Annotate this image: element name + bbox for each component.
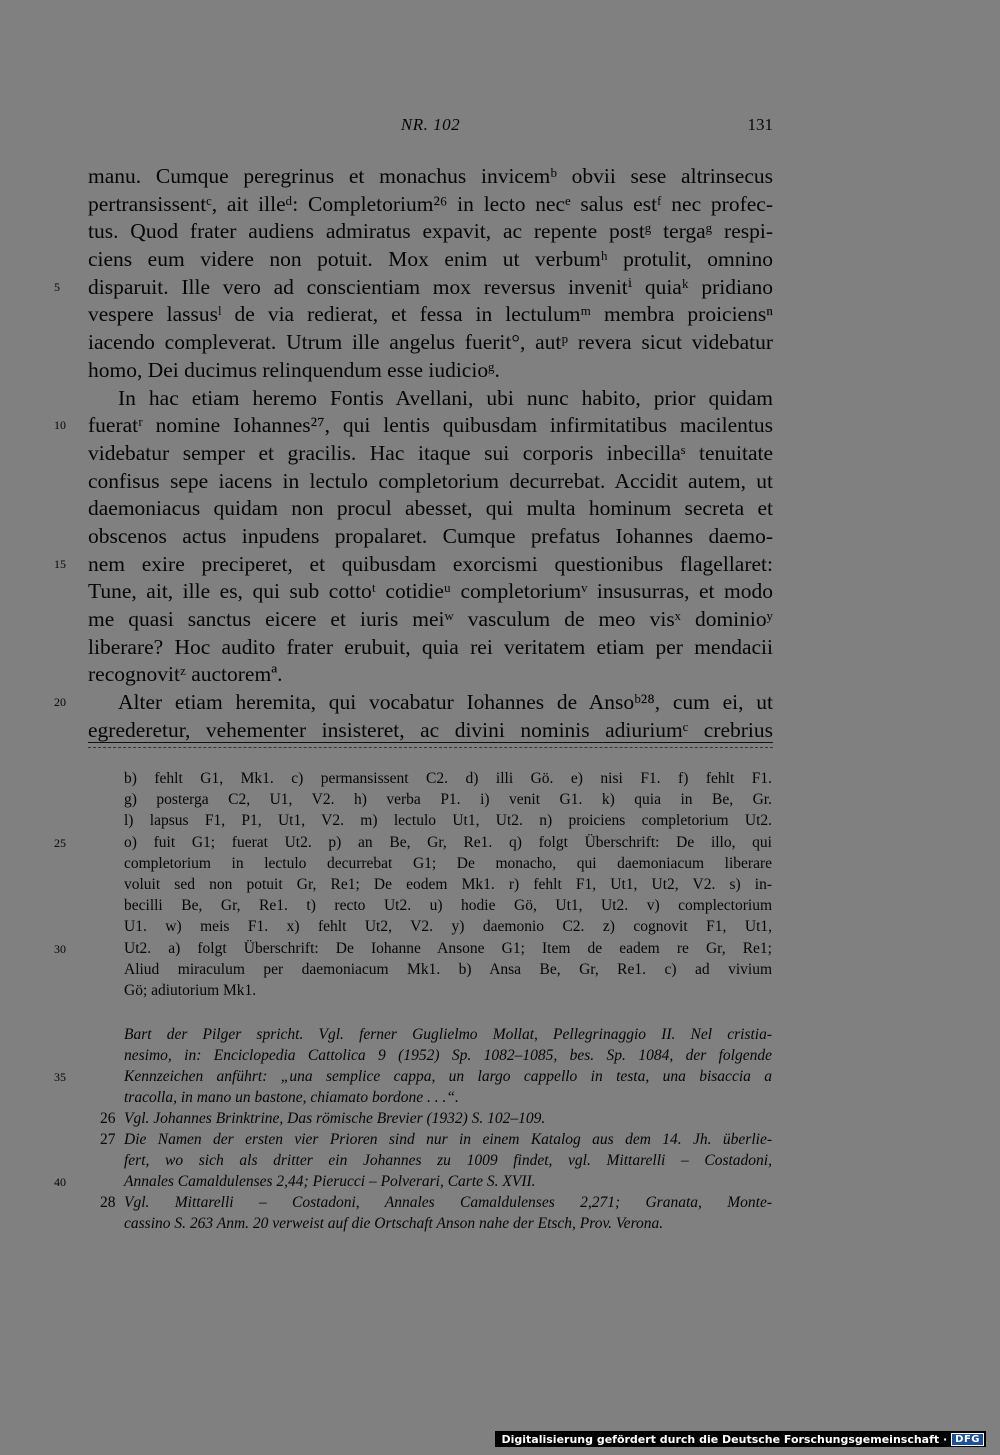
apparatus-line: [124, 874, 772, 895]
line-number: 25: [54, 835, 66, 850]
line-number: 10: [54, 418, 66, 433]
line-text: Alter etiam heremita, qui vocabatur Iohannes de Ansoᵇ²⁸, cum ei, ut: [118, 690, 773, 715]
text-line: [88, 468, 773, 496]
note-text: Bart der Pilger spricht. Vgl. ferner Guglielmo Mollat, Pellegrinaggio II. Nel cristia-: [124, 1026, 772, 1043]
note-text: Vgl. Mittarelli – Costadoni, Annales Camaldulenses 2,271; Granata, Monte-: [124, 1194, 772, 1211]
text-line: [88, 218, 773, 246]
note-number: 28: [100, 1194, 116, 1211]
text-line: [88, 246, 773, 274]
apparatus-text: o) fuit G1; fuerat Ut2. p) an Be, Gr, Re1. q) folgt Überschrift: De illo, qui: [124, 833, 772, 851]
text-line: [88, 606, 773, 634]
line-number: 5: [54, 279, 60, 294]
note-text: cassino S. 263 Anm. 20 verweist auf die Ortschaft Anson nahe der Etsch, Prov. Verona.: [124, 1215, 664, 1232]
text-line: [88, 717, 773, 745]
apparatus-text: completorium in lectulo decurrebat G1; De monacho, qui daemoniacum liberare: [124, 854, 772, 872]
text-line: [88, 634, 773, 662]
text-line: [88, 440, 773, 468]
line-text: vespere lassusˡ de via redierat, et fessa in lectulumᵐ membra proiciensⁿ: [88, 302, 773, 327]
text-line: [88, 163, 773, 191]
note-text: tracolla, in mano un bastone, chiamato bordone . . .“.: [124, 1089, 459, 1106]
apparatus-line: [124, 768, 772, 789]
apparatus-text: becilli Be, Gr, Re1. t) recto Ut2. u) hodie Gö, Ut1, Ut2. v) complectorium: [124, 897, 772, 915]
running-title: NR. 102: [400, 115, 461, 134]
note-text: Annales Camaldulenses 2,44; Pierucci – Polverari, Carte S. XVII.: [124, 1173, 536, 1190]
note-line: [124, 1087, 772, 1108]
line-text: fueratʳ nomine Iohannes²⁷, qui lentis quibusdam infirmitatibus macilentus: [88, 413, 773, 438]
note-line: [124, 1150, 772, 1171]
line-text: me quasi sanctus eicere et iuris meiʷ vasculum de meo visˣ dominioʸ: [88, 607, 773, 631]
line-number: 30: [54, 941, 66, 956]
apparatus-text: b) fehlt G1, Mk1. c) permansissent C2. d) illi Gö. e) nisi F1. f) fehlt F1.: [124, 770, 772, 787]
text-line: [88, 385, 773, 413]
apparatus-line: [124, 895, 772, 916]
line-text: tus. Quod frater audiens admiratus expavit, ac repente postᵍ tergaᵍ respi-: [88, 219, 773, 244]
note-line: [100, 1192, 772, 1213]
apparatus-divider: [88, 742, 773, 743]
line-text: homo, Dei ducimus relinquendum esse iudicioᵍ.: [88, 357, 500, 382]
line-text: pertransissentᶜ, ait illeᵈ: Completorium²⁶ in lecto necᵉ salus estᶠ nec profec-: [88, 191, 773, 216]
note-line: [54, 1066, 772, 1087]
text-line: [54, 274, 773, 302]
text-line: [88, 523, 773, 551]
note-text: Die Namen der ersten vier Prioren sind nur in einem Katalog aus dem 14. Jh. überlie-: [124, 1131, 772, 1148]
apparatus-text: U1. w) meis F1. x) fehlt Ut2, V2. y) daemonio C2. z) cognovit F1, Ut1,: [124, 918, 772, 936]
text-line: [88, 357, 773, 385]
line-number: 35: [54, 1070, 66, 1084]
apparatus-text: Ut2. a) folgt Überschrift: De Iohanne Ansone G1; Item de eadem re Gr, Re1;: [124, 939, 772, 957]
critical-apparatus: [54, 768, 772, 1001]
text-line: [88, 495, 773, 523]
apparatus-text: voluit sed non potuit Gr, Re1; De eodem Mk1. r) fehlt F1, Ut1, Ut2, V2. s) in-: [124, 875, 772, 893]
apparatus-line: [124, 789, 772, 810]
apparatus-text: l) lapsus F1, P1, Ut1, V2. m) lectulo Ut1, Ut2. n) proiciens completorium Ut2.: [124, 812, 772, 830]
line-text: In hac etiam heremo Fontis Avellani, ubi nunc habito, prior quidam: [118, 385, 773, 410]
note-number: 26: [100, 1110, 116, 1127]
line-text: Tune, ait, ille es, qui sub cottoᵗ cotidieᵘ completoriumᵛ insusurras, et modo: [88, 579, 773, 604]
text-line: [54, 412, 773, 440]
apparatus-line: [54, 938, 772, 959]
note-line: [100, 1108, 772, 1129]
line-text: recognovitᶻ auctoremª.: [88, 662, 283, 687]
apparatus-line: [124, 810, 772, 831]
line-text: nem exire preciperet, et quibusdam exorcismi questionibus flagellaret:: [88, 551, 773, 576]
line-text: obscenos actus inpudens propalaret. Cumque prefatus Iohannes daemo-: [88, 523, 773, 548]
note-line: [124, 1213, 772, 1234]
line-number: 20: [54, 695, 66, 710]
line-text: liberare? Hoc audito frater erubuit, quia rei veritatem etiam per mendacii: [88, 634, 773, 659]
line-text: confisus sepe iacens in lectulo completorium decurrebat. Accidit autem, ut: [88, 468, 773, 493]
page-number: 131: [747, 115, 773, 134]
apparatus-text: Gö; adiutorium Mk1.: [124, 981, 257, 999]
note-line: [54, 1171, 772, 1192]
note-line: [124, 1024, 772, 1045]
line-text: iacendo compleverat. Utrum ille angelus fuerit°, autᵖ revera sicut videbatur: [88, 330, 773, 355]
text-line: [88, 661, 773, 689]
line-text: egrederetur, vehementer insisteret, ac divini nominis adiuriumᶜ crebrius: [88, 717, 773, 742]
text-line: [88, 191, 773, 219]
footer-text: Digitalisierung gefördert durch die Deutsche Forschungsgemeinschaft ·: [501, 1432, 948, 1446]
line-text: ciens eum videre non potuit. Mox enim ut verbumʰ protulit, omnino: [88, 247, 773, 272]
main-text: [54, 163, 773, 744]
line-text: disparuit. Ille vero ad conscientiam mox reversus invenitⁱ quiaᵏ pridiano: [88, 274, 773, 299]
apparatus-line: [54, 832, 772, 853]
apparatus-text: Aliud miraculum per daemoniacum Mk1. b) Ansa Be, Gr, Re1. c) ad vivium: [124, 960, 772, 978]
running-head: [88, 115, 773, 139]
apparatus-line: [124, 853, 772, 874]
text-line: [54, 551, 773, 579]
dfg-logo: DFG: [951, 1433, 984, 1446]
digitization-footer: [495, 1431, 986, 1447]
note-line: [100, 1129, 772, 1150]
text-line: [88, 578, 773, 606]
line-text: daemoniacus quidam non procul abesset, qui multa hominum secreta et: [88, 496, 773, 521]
apparatus-line: [124, 916, 772, 937]
text-line: [88, 329, 773, 357]
note-text: fert, wo sich als dritter ein Johannes zu 1009 findet, vgl. Mittarelli – Costadoni,: [124, 1152, 772, 1169]
note-number: 27: [100, 1131, 116, 1148]
note-text: Vgl. Johannes Brinktrine, Das römische Brevier (1932) S. 102–109.: [124, 1110, 546, 1127]
apparatus-line: [124, 980, 772, 1001]
note-text: Kennzeichen anführt: „una semplice cappa, un largo cappello in testa, una bisaccia a: [124, 1068, 772, 1085]
line-number: 40: [54, 1175, 66, 1189]
apparatus-text: g) posterga C2, U1, V2. h) verba P1. i) venit G1. k) quia in Be, Gr.: [124, 791, 772, 809]
line-text: manu. Cumque peregrinus et monachus invicemᵇ obvii sese altrinsecus: [88, 164, 773, 188]
note-line: [124, 1045, 772, 1066]
apparatus-line: [124, 959, 772, 980]
text-line: [54, 689, 773, 717]
line-text: videbatur semper et gracilis. Hac itaque sui corporis inbecillaˢ tenuitate: [88, 440, 773, 465]
line-number: 15: [54, 556, 66, 571]
footnotes: [54, 1024, 772, 1234]
note-text: nesimo, in: Enciclopedia Cattolica 9 (1952) Sp. 1082–1085, bes. Sp. 1084, der folgende: [124, 1047, 772, 1064]
text-line: [88, 301, 773, 329]
